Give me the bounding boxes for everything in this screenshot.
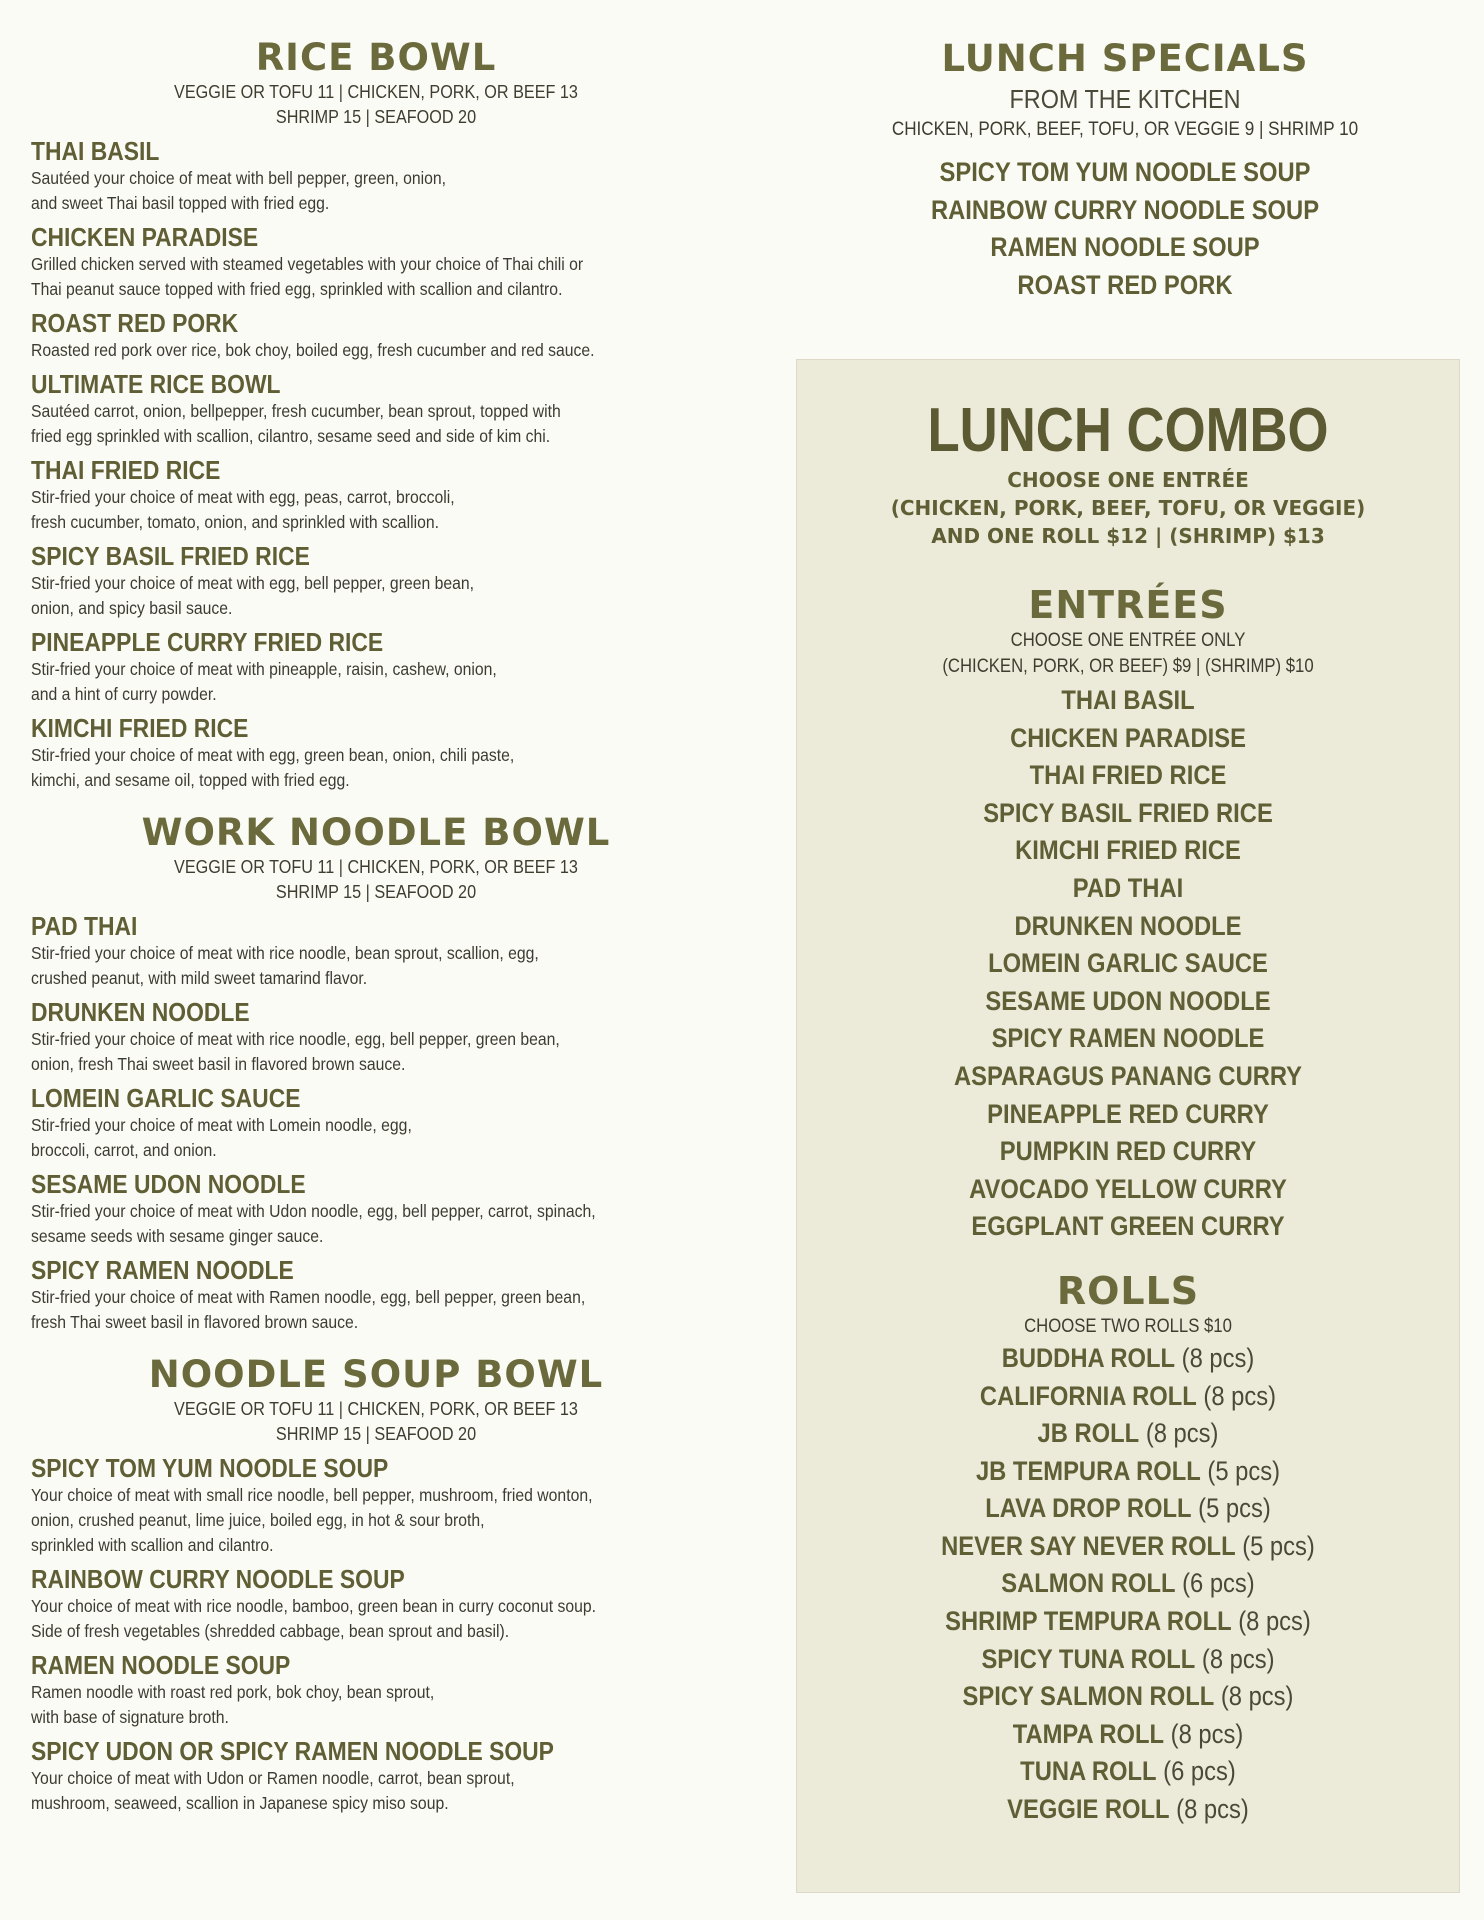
list-item: AVOCADO YELLOW CURRY: [969, 1173, 1287, 1204]
lunch-combo-sub3: AND ONE ROLL $12 | (SHRIMP) $13: [931, 524, 1325, 548]
work-noodle-section: [31, 811, 721, 1335]
menu-item: [31, 627, 721, 707]
roll-item: SPICY SALMON ROLL (8 pcs): [962, 1681, 1294, 1712]
item-desc: Your choice of meat with small rice noodle, bell pepper, mushroom, fried wonton, onion, crushed peanut, lime juice, boiled egg, in hot & sour broth, sprinkled with scallion and cilantro.: [31, 1485, 593, 1555]
work-noodle-price-line1: VEGGIE OR TOFU 11 | CHICKEN, PORK, OR BEEF 13: [174, 857, 578, 877]
list-item: EGGPLANT GREEN CURRY: [971, 1211, 1285, 1242]
noodle-soup-section: [31, 1353, 721, 1816]
list-item: ASPARAGUS PANANG CURRY: [953, 1060, 1303, 1091]
roll-item: LAVA DROP ROLL (5 pcs): [985, 1493, 1271, 1524]
list-item: CHICKEN PARADISE: [1010, 722, 1246, 753]
list-item: DRUNKEN NOODLE: [1014, 910, 1242, 941]
lunch-combo-title: LUNCH COMBO: [927, 396, 1329, 465]
list-item: SESAME UDON NOODLE: [985, 985, 1271, 1016]
lunch-specials-section: [780, 36, 1470, 304]
item-name: PINEAPPLE CURRY FRIED RICE: [31, 627, 384, 657]
item-desc: Stir-fried your choice of meat with Lomein noodle, egg, broccoli, carrot, and onion.: [31, 1115, 412, 1160]
item-name: SPICY TOM YUM NOODLE SOUP: [31, 1453, 389, 1483]
rolls-sub: CHOOSE TWO ROLLS $10: [1024, 1315, 1232, 1337]
list-item: PINEAPPLE RED CURRY: [987, 1098, 1269, 1129]
lunch-specials-title: LUNCH SPECIALS: [941, 37, 1309, 80]
item-name: THAI FRIED RICE: [31, 455, 221, 485]
menu-item: [31, 1255, 721, 1335]
list-item: THAI BASIL: [1061, 685, 1195, 715]
item-name: ROAST RED PORK: [31, 308, 239, 338]
rice-bowl-section: [31, 36, 721, 793]
menu-item: [31, 136, 721, 216]
lunch-specials-price: CHICKEN, PORK, BEEF, TOFU, OR VEGGIE 9 | SHRIMP 10: [891, 119, 1359, 140]
item-desc: Stir-fried your choice of meat with egg, peas, carrot, broccoli, fresh cucumber, tomato, onion, and sprinkled with scallion.: [31, 487, 455, 532]
lunch-specials-list: [780, 154, 1470, 304]
entrees-title: ENTRÉES: [1028, 583, 1228, 627]
menu-item: [31, 369, 721, 449]
item-name: RAINBOW CURRY NOODLE SOUP: [31, 1564, 405, 1594]
item-desc: Ramen noodle with roast red pork, bok choy, bean sprout, with base of signature broth.: [31, 1682, 435, 1727]
item-name: SPICY BASIL FRIED RICE: [31, 541, 310, 571]
item-desc: Stir-fried your choice of meat with rice noodle, bean sprout, scallion, egg, crushed peanut, with mild sweet tamarind flavor.: [31, 943, 539, 988]
roll-item: CALIFORNIA ROLL (8 pcs): [979, 1380, 1277, 1411]
roll-item: SHRIMP TEMPURA ROLL (8 pcs): [945, 1606, 1311, 1637]
roll-item: JB ROLL (8 pcs): [1037, 1418, 1219, 1449]
menu-item: [31, 1169, 721, 1249]
item-name: RAMEN NOODLE SOUP: [31, 1650, 291, 1680]
list-item: SPICY TOM YUM NOODLE SOUP: [939, 157, 1311, 187]
menu-item: [31, 222, 721, 302]
item-desc: Roasted red pork over rice, bok choy, boiled egg, fresh cucumber and red sauce.: [31, 340, 595, 360]
lunch-combo-content: [797, 360, 1459, 1829]
item-desc: Grilled chicken served with steamed vegetables with your choice of Thai chili or Thai peanut sauce topped with fried egg, sprinkled with scallion and cilantro.: [31, 254, 584, 299]
list-item: SPICY BASIL FRIED RICE: [983, 797, 1273, 828]
list-item: RAINBOW CURRY NOODLE SOUP: [930, 194, 1320, 225]
item-desc: Your choice of meat with Udon or Ramen noodle, carrot, bean sprout, mushroom, seaweed, scallion in Japanese spicy miso soup.: [31, 1768, 515, 1813]
item-name: SPICY RAMEN NOODLE: [31, 1255, 294, 1285]
item-desc: Stir-fried your choice of meat with Udon noodle, egg, bell pepper, carrot, spinach, sesame seeds with sesame ginger sauce.: [31, 1201, 596, 1246]
list-item: PAD THAI: [1072, 872, 1184, 903]
right-column: [780, 36, 1470, 304]
menu-item: [31, 541, 721, 621]
noodle-soup-price-line2: SHRIMP 15 | SEAFOOD 20: [275, 1424, 477, 1444]
work-noodle-title: WORK NOODLE BOWL: [141, 811, 611, 854]
menu-item: [31, 1083, 721, 1163]
menu-item: [31, 1453, 721, 1558]
menu-item: [31, 1564, 721, 1644]
item-desc: Stir-fried your choice of meat with rice noodle, egg, bell pepper, green bean, onion, fresh Thai sweet basil in flavored brown sauce.: [31, 1029, 560, 1074]
roll-item: SALMON ROLL (6 pcs): [1001, 1568, 1255, 1599]
noodle-soup-price-line1: VEGGIE OR TOFU 11 | CHICKEN, PORK, OR BEEF 13: [174, 1399, 578, 1419]
list-item: ROAST RED PORK: [1017, 269, 1233, 300]
item-desc: Stir-fried your choice of meat with Ramen noodle, egg, bell pepper, green bean, fresh Thai sweet basil in flavored brown sauce.: [31, 1287, 586, 1332]
list-item: SPICY RAMEN NOODLE: [991, 1023, 1265, 1054]
item-name: SESAME UDON NOODLE: [31, 1169, 306, 1199]
list-item: LOMEIN GARLIC SAUCE: [988, 948, 1268, 979]
roll-item: JB TEMPURA ROLL (5 pcs): [975, 1455, 1281, 1486]
left-column: [31, 36, 721, 1834]
item-name: DRUNKEN NOODLE: [31, 997, 250, 1027]
item-name: LOMEIN GARLIC SAUCE: [31, 1083, 301, 1113]
list-item: KIMCHI FRIED RICE: [1015, 835, 1241, 866]
rolls-title: ROLLS: [1056, 1268, 1200, 1313]
item-desc: Stir-fried your choice of meat with egg, green bean, onion, chili paste, kimchi, and sesame oil, topped with fried egg.: [31, 745, 515, 790]
menu-item: [31, 713, 721, 793]
item-desc: Stir-fried your choice of meat with egg, bell pepper, green bean, onion, and spicy basil sauce.: [31, 573, 475, 618]
rice-bowl-price-line1: VEGGIE OR TOFU 11 | CHICKEN, PORK, OR BEEF 13: [174, 82, 578, 102]
item-desc: Stir-fried your choice of meat with pineapple, raisin, cashew, onion, and a hint of curry powder.: [31, 659, 497, 704]
lunch-combo-panel: [796, 359, 1460, 1893]
item-name: CHICKEN PARADISE: [31, 222, 259, 252]
menu-item: [31, 1736, 721, 1816]
roll-item: VEGGIE ROLL (8 pcs): [1007, 1794, 1249, 1825]
entrees-list: [797, 682, 1459, 1246]
item-desc: Sautéed carrot, onion, bellpepper, fresh cucumber, bean sprout, topped with fried egg sprinkled with scallion, cilantro, sesame seed and side of kim chi.: [31, 401, 561, 446]
roll-item: NEVER SAY NEVER ROLL (5 pcs): [941, 1530, 1315, 1561]
menu-item: [31, 455, 721, 535]
rolls-list: [797, 1340, 1459, 1829]
menu-item: [31, 997, 721, 1077]
item-desc: Your choice of meat with rice noodle, bamboo, green bean in curry coconut soup. Side of fresh vegetables (shredded cabbage, bean sprout and basil).: [31, 1596, 597, 1641]
list-item: PUMPKIN RED CURRY: [999, 1136, 1257, 1167]
lunch-combo-sub1: CHOOSE ONE ENTRÉE: [1007, 468, 1249, 492]
menu-item: [31, 911, 721, 991]
item-name: ULTIMATE RICE BOWL: [31, 369, 281, 399]
lunch-combo-sub2: (CHICKEN, PORK, BEEF, TOFU, OR VEGGIE): [890, 496, 1366, 520]
roll-item: BUDDHA ROLL (8 pcs): [1001, 1342, 1255, 1373]
item-name: THAI BASIL: [31, 136, 160, 166]
noodle-soup-title: NOODLE SOUP BOWL: [148, 1353, 604, 1396]
rice-bowl-price-line2: SHRIMP 15 | SEAFOOD 20: [275, 107, 477, 127]
list-item: RAMEN NOODLE SOUP: [990, 232, 1260, 263]
list-item: THAI FRIED RICE: [1029, 760, 1227, 791]
item-name: SPICY UDON OR SPICY RAMEN NOODLE SOUP: [31, 1736, 554, 1766]
roll-item: SPICY TUNA ROLL (8 pcs): [981, 1643, 1275, 1674]
item-name: KIMCHI FRIED RICE: [31, 713, 249, 743]
menu-item: [31, 308, 721, 363]
item-name: PAD THAI: [31, 911, 138, 941]
item-desc: Sautéed your choice of meat with bell pepper, green, onion, and sweet Thai basil topped with fried egg.: [31, 168, 447, 213]
lunch-specials-from: FROM THE KITCHEN: [1009, 84, 1241, 114]
work-noodle-price-line2: SHRIMP 15 | SEAFOOD 20: [275, 882, 477, 902]
rice-bowl-title: RICE BOWL: [255, 36, 497, 79]
entrees-sub2: (CHICKEN, PORK, OR BEEF) $9 | (SHRIMP) $10: [942, 656, 1314, 677]
roll-item: TUNA ROLL (6 pcs): [1020, 1756, 1236, 1787]
roll-item: TAMPA ROLL (8 pcs): [1012, 1718, 1244, 1749]
menu-item: [31, 1650, 721, 1730]
entrees-sub1: CHOOSE ONE ENTRÉE ONLY: [1010, 630, 1246, 651]
